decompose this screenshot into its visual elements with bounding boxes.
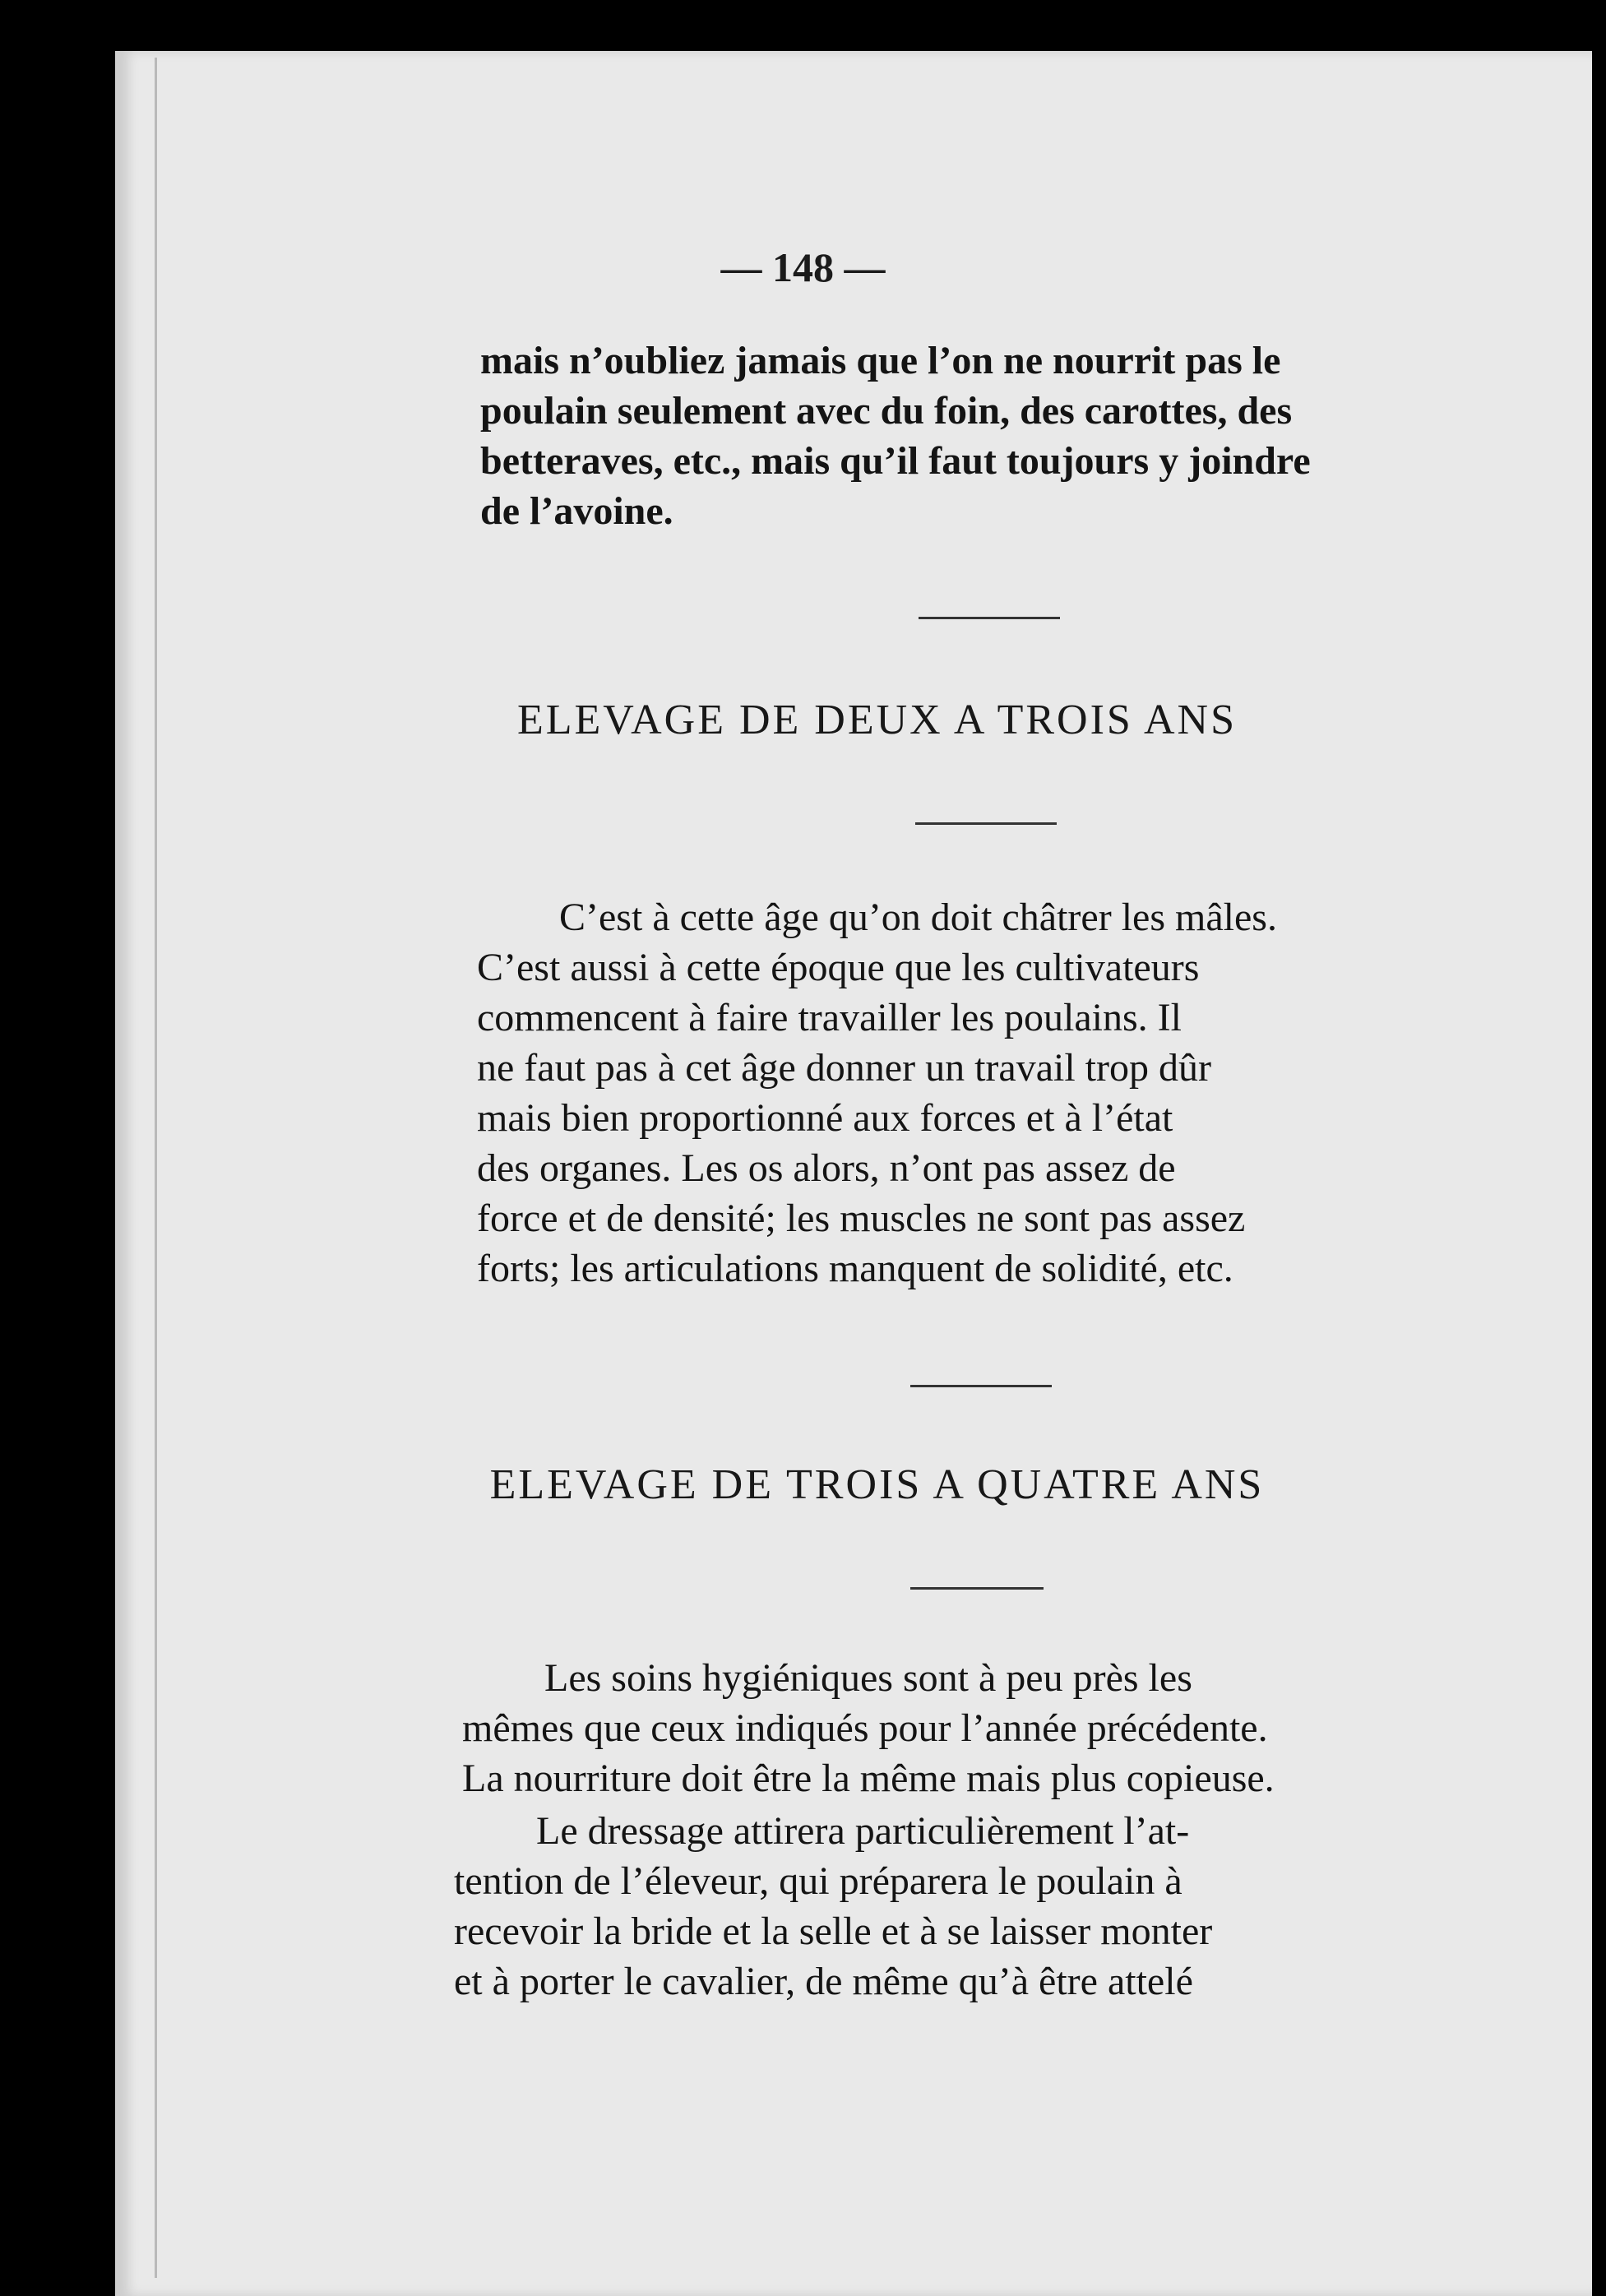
text-line: La nourriture doit être la même mais plus copieuse. (462, 1757, 1275, 1800)
text-line: Les soins hygiéniques sont à peu près les (544, 1656, 1192, 1700)
paragraph-1 (480, 336, 1505, 536)
text-line: mais n’oubliez jamais que l’on ne nourrit pas le (480, 339, 1281, 382)
text-line: force et de densité; les muscles ne sont pas assez (477, 1197, 1246, 1240)
text-line: C’est aussi à cette époque que les cultivateurs (477, 946, 1200, 989)
text-line: forts; les articulations manquent de solidité, etc. (477, 1247, 1233, 1290)
paragraph-4 (454, 1806, 1482, 2007)
text-line: des organes. Les os alors, n’ont pas assez de (477, 1146, 1176, 1190)
section-divider (919, 617, 1060, 619)
section-heading-1: ELEVAGE DE DEUX A TROIS ANS (516, 697, 1237, 743)
section-divider (910, 1385, 1052, 1387)
text-line: commencent à faire travailler les poulains. Il (477, 996, 1182, 1039)
section-heading-2: ELEVAGE DE TROIS A QUATRE ANS (489, 1461, 1265, 1508)
text-line: Le dressage attirera particulièrement l’at- (536, 1809, 1190, 1853)
binding-edge (155, 58, 157, 2278)
text-line: de l’avoine. (480, 489, 673, 533)
text-line: et à porter le cavalier, de même qu’à être attelé (454, 1960, 1193, 2003)
text-line: mais bien proportionné aux forces et à l’état (477, 1096, 1173, 1140)
paragraph-2 (477, 892, 1505, 1294)
text-line: C’est à cette âge qu’on doit châtrer les mâles. (559, 896, 1277, 939)
text-line: mêmes que ceux indiqués pour l’année précédente. (462, 1706, 1268, 1750)
section-divider (910, 1587, 1044, 1590)
text-line: ne faut pas à cet âge donner un travail trop dûr (477, 1046, 1211, 1090)
text-line: betteraves, etc., mais qu’il faut toujours y joindre (480, 439, 1311, 483)
section-divider (915, 822, 1057, 825)
page-number: — 148 — (720, 244, 886, 290)
text-line: tention de l’éleveur, qui préparera le poulain à (454, 1859, 1183, 1903)
text-line: poulain seulement avec du foin, des carottes, des (480, 389, 1293, 433)
text-line: recevoir la bride et la selle et à se laisser monter (454, 1909, 1213, 1953)
paragraph-3 (462, 1653, 1482, 1803)
